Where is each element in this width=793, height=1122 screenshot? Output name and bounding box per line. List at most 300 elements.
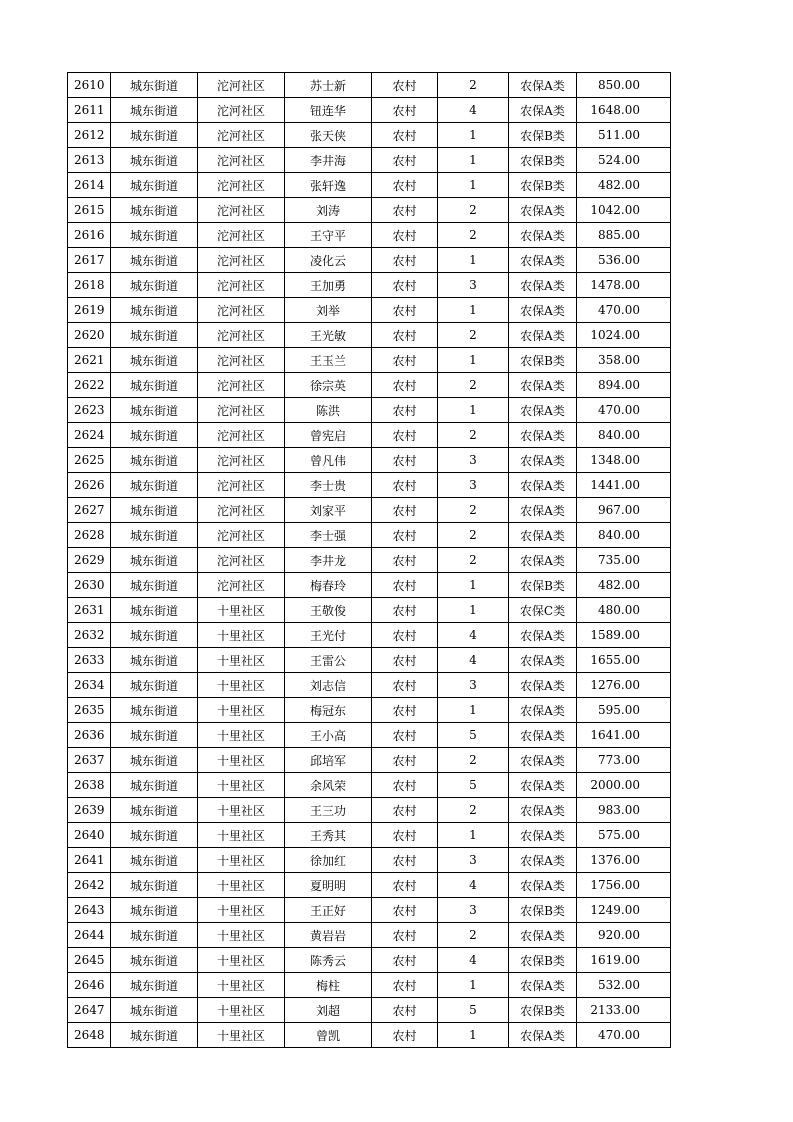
amount-cell: 1376.00 [577,848,671,873]
row-index: 2642 [68,873,111,898]
row-index: 2621 [68,348,111,373]
count-cell: 3 [438,448,509,473]
name-cell: 徐加红 [285,848,372,873]
count-cell: 2 [438,798,509,823]
table-row [68,623,671,648]
name-cell: 王加勇 [285,273,372,298]
street-cell: 城东街道 [111,923,198,948]
count-cell: 1 [438,598,509,623]
amount-cell: 532.00 [577,973,671,998]
street-cell: 城东街道 [111,473,198,498]
table-row [68,173,671,198]
area-type-cell: 农村 [372,898,438,923]
row-index: 2639 [68,798,111,823]
name-cell: 刘超 [285,998,372,1023]
row-index: 2625 [68,448,111,473]
area-type-cell: 农村 [372,773,438,798]
community-cell: 十里社区 [198,798,285,823]
count-cell: 1 [438,148,509,173]
count-cell: 1 [438,973,509,998]
community-cell: 沱河社区 [198,548,285,573]
name-cell: 刘家平 [285,498,372,523]
name-cell: 梅春玲 [285,573,372,598]
amount-cell: 894.00 [577,373,671,398]
community-cell: 沱河社区 [198,223,285,248]
table-row [68,473,671,498]
area-type-cell: 农村 [372,523,438,548]
amount-cell: 773.00 [577,748,671,773]
count-cell: 1 [438,823,509,848]
area-type-cell: 农村 [372,373,438,398]
name-cell: 陈洪 [285,398,372,423]
community-cell: 沱河社区 [198,198,285,223]
name-cell: 王光付 [285,623,372,648]
row-index: 2627 [68,498,111,523]
name-cell: 黄岩岩 [285,923,372,948]
table-row [68,523,671,548]
row-index: 2630 [68,573,111,598]
area-type-cell: 农村 [372,98,438,123]
category-cell: 农保A类 [509,498,577,523]
category-cell: 农保A类 [509,523,577,548]
category-cell: 农保A类 [509,973,577,998]
street-cell: 城东街道 [111,898,198,923]
count-cell: 2 [438,73,509,98]
category-cell: 农保A类 [509,773,577,798]
category-cell: 农保B类 [509,948,577,973]
community-cell: 十里社区 [198,1023,285,1048]
area-type-cell: 农村 [372,623,438,648]
count-cell: 4 [438,648,509,673]
name-cell: 凌化云 [285,248,372,273]
street-cell: 城东街道 [111,673,198,698]
table-row [68,673,671,698]
table-row [68,773,671,798]
row-index: 2615 [68,198,111,223]
area-type-cell: 农村 [372,848,438,873]
community-cell: 沱河社区 [198,373,285,398]
table-row [68,948,671,973]
category-cell: 农保A类 [509,548,577,573]
area-type-cell: 农村 [372,223,438,248]
community-cell: 十里社区 [198,923,285,948]
table-row [68,848,671,873]
amount-cell: 840.00 [577,423,671,448]
category-cell: 农保C类 [509,598,577,623]
community-cell: 十里社区 [198,973,285,998]
name-cell: 刘举 [285,298,372,323]
count-cell: 1 [438,573,509,598]
street-cell: 城东街道 [111,998,198,1023]
area-type-cell: 农村 [372,198,438,223]
category-cell: 农保A类 [509,298,577,323]
area-type-cell: 农村 [372,648,438,673]
count-cell: 2 [438,748,509,773]
count-cell: 1 [438,348,509,373]
community-cell: 沱河社区 [198,248,285,273]
count-cell: 3 [438,473,509,498]
area-type-cell: 农村 [372,873,438,898]
count-cell: 3 [438,273,509,298]
row-index: 2613 [68,148,111,173]
amount-cell: 1478.00 [577,273,671,298]
street-cell: 城东街道 [111,523,198,548]
count-cell: 2 [438,323,509,348]
street-cell: 城东街道 [111,348,198,373]
name-cell: 张轩逸 [285,173,372,198]
category-cell: 农保A类 [509,873,577,898]
amount-cell: 1589.00 [577,623,671,648]
amount-cell: 920.00 [577,923,671,948]
table-row [68,348,671,373]
community-cell: 沱河社区 [198,498,285,523]
category-cell: 农保A类 [509,923,577,948]
amount-cell: 470.00 [577,398,671,423]
name-cell: 王玉兰 [285,348,372,373]
row-index: 2640 [68,823,111,848]
name-cell: 刘涛 [285,198,372,223]
table-row [68,598,671,623]
table-row [68,323,671,348]
community-cell: 十里社区 [198,673,285,698]
row-index: 2638 [68,773,111,798]
area-type-cell: 农村 [372,348,438,373]
row-index: 2629 [68,548,111,573]
street-cell: 城东街道 [111,723,198,748]
area-type-cell: 农村 [372,748,438,773]
row-index: 2645 [68,948,111,973]
amount-cell: 967.00 [577,498,671,523]
street-cell: 城东街道 [111,773,198,798]
row-index: 2641 [68,848,111,873]
street-cell: 城东街道 [111,148,198,173]
area-type-cell: 农村 [372,998,438,1023]
area-type-cell: 农村 [372,948,438,973]
area-type-cell: 农村 [372,598,438,623]
street-cell: 城东街道 [111,598,198,623]
data-table [67,72,671,1048]
name-cell: 王小高 [285,723,372,748]
street-cell: 城东街道 [111,373,198,398]
table-row [68,698,671,723]
street-cell: 城东街道 [111,173,198,198]
count-cell: 1 [438,398,509,423]
community-cell: 沱河社区 [198,448,285,473]
category-cell: 农保A类 [509,673,577,698]
amount-cell: 1619.00 [577,948,671,973]
category-cell: 农保B类 [509,148,577,173]
count-cell: 5 [438,773,509,798]
category-cell: 农保A类 [509,323,577,348]
table-row [68,298,671,323]
amount-cell: 1756.00 [577,873,671,898]
area-type-cell: 农村 [372,573,438,598]
table-row [68,798,671,823]
count-cell: 3 [438,673,509,698]
category-cell: 农保B类 [509,898,577,923]
community-cell: 沱河社区 [198,73,285,98]
row-index: 2631 [68,598,111,623]
street-cell: 城东街道 [111,748,198,773]
count-cell: 5 [438,723,509,748]
community-cell: 沱河社区 [198,323,285,348]
street-cell: 城东街道 [111,198,198,223]
category-cell: 农保A类 [509,423,577,448]
count-cell: 4 [438,623,509,648]
area-type-cell: 农村 [372,548,438,573]
street-cell: 城东街道 [111,273,198,298]
table-row [68,923,671,948]
category-cell: 农保A类 [509,248,577,273]
category-cell: 农保A类 [509,373,577,398]
name-cell: 夏明明 [285,873,372,898]
amount-cell: 840.00 [577,523,671,548]
row-index: 2624 [68,423,111,448]
count-cell: 1 [438,698,509,723]
table-row [68,248,671,273]
table-row [68,73,671,98]
street-cell: 城东街道 [111,248,198,273]
category-cell: 农保A类 [509,273,577,298]
name-cell: 徐宗英 [285,373,372,398]
table-row [68,1023,671,1048]
count-cell: 1 [438,173,509,198]
street-cell: 城东街道 [111,73,198,98]
community-cell: 十里社区 [198,748,285,773]
street-cell: 城东街道 [111,398,198,423]
amount-cell: 482.00 [577,173,671,198]
area-type-cell: 农村 [372,123,438,148]
amount-cell: 1348.00 [577,448,671,473]
community-cell: 十里社区 [198,948,285,973]
name-cell: 王守平 [285,223,372,248]
row-index: 2612 [68,123,111,148]
community-cell: 沱河社区 [198,273,285,298]
street-cell: 城东街道 [111,648,198,673]
row-index: 2618 [68,273,111,298]
name-cell: 王正好 [285,898,372,923]
category-cell: 农保A类 [509,848,577,873]
community-cell: 十里社区 [198,623,285,648]
row-index: 2634 [68,673,111,698]
count-cell: 1 [438,298,509,323]
table-row [68,448,671,473]
community-cell: 沱河社区 [198,473,285,498]
amount-cell: 2133.00 [577,998,671,1023]
area-type-cell: 农村 [372,798,438,823]
table-row [68,498,671,523]
name-cell: 钮连华 [285,98,372,123]
category-cell: 农保A类 [509,648,577,673]
category-cell: 农保A类 [509,473,577,498]
category-cell: 农保A类 [509,223,577,248]
table-row [68,148,671,173]
category-cell: 农保A类 [509,698,577,723]
table-row [68,898,671,923]
community-cell: 沱河社区 [198,173,285,198]
area-type-cell: 农村 [372,398,438,423]
count-cell: 2 [438,923,509,948]
street-cell: 城东街道 [111,448,198,473]
row-index: 2620 [68,323,111,348]
category-cell: 农保A类 [509,73,577,98]
count-cell: 4 [438,948,509,973]
amount-cell: 1042.00 [577,198,671,223]
street-cell: 城东街道 [111,223,198,248]
name-cell: 曾凡伟 [285,448,372,473]
count-cell: 2 [438,198,509,223]
row-index: 2637 [68,748,111,773]
area-type-cell: 农村 [372,473,438,498]
count-cell: 3 [438,848,509,873]
count-cell: 1 [438,1023,509,1048]
table-row [68,748,671,773]
row-index: 2628 [68,523,111,548]
row-index: 2632 [68,623,111,648]
area-type-cell: 农村 [372,273,438,298]
table-row [68,98,671,123]
row-index: 2647 [68,998,111,1023]
name-cell: 李士贵 [285,473,372,498]
table-row [68,873,671,898]
category-cell: 农保A类 [509,823,577,848]
amount-cell: 511.00 [577,123,671,148]
community-cell: 沱河社区 [198,573,285,598]
street-cell: 城东街道 [111,948,198,973]
community-cell: 十里社区 [198,873,285,898]
row-index: 2622 [68,373,111,398]
row-index: 2646 [68,973,111,998]
street-cell: 城东街道 [111,423,198,448]
community-cell: 沱河社区 [198,523,285,548]
category-cell: 农保A类 [509,398,577,423]
street-cell: 城东街道 [111,323,198,348]
street-cell: 城东街道 [111,498,198,523]
amount-cell: 524.00 [577,148,671,173]
name-cell: 王秀其 [285,823,372,848]
street-cell: 城东街道 [111,98,198,123]
amount-cell: 735.00 [577,548,671,573]
amount-cell: 480.00 [577,598,671,623]
amount-cell: 482.00 [577,573,671,598]
category-cell: 农保A类 [509,723,577,748]
row-index: 2614 [68,173,111,198]
area-type-cell: 农村 [372,423,438,448]
row-index: 2626 [68,473,111,498]
area-type-cell: 农村 [372,673,438,698]
row-index: 2617 [68,248,111,273]
area-type-cell: 农村 [372,923,438,948]
community-cell: 沱河社区 [198,423,285,448]
community-cell: 十里社区 [198,898,285,923]
street-cell: 城东街道 [111,298,198,323]
area-type-cell: 农村 [372,823,438,848]
row-index: 2643 [68,898,111,923]
area-type-cell: 农村 [372,73,438,98]
amount-cell: 850.00 [577,73,671,98]
name-cell: 梅柱 [285,973,372,998]
category-cell: 农保B类 [509,173,577,198]
count-cell: 2 [438,223,509,248]
table-row [68,273,671,298]
count-cell: 2 [438,498,509,523]
name-cell: 曾宪启 [285,423,372,448]
amount-cell: 2000.00 [577,773,671,798]
row-index: 2635 [68,698,111,723]
street-cell: 城东街道 [111,873,198,898]
name-cell: 余风荣 [285,773,372,798]
row-index: 2610 [68,73,111,98]
amount-cell: 536.00 [577,248,671,273]
table-row [68,548,671,573]
street-cell: 城东街道 [111,548,198,573]
table-row [68,373,671,398]
table-row [68,648,671,673]
community-cell: 沱河社区 [198,298,285,323]
name-cell: 梅冠东 [285,698,372,723]
row-index: 2619 [68,298,111,323]
count-cell: 2 [438,523,509,548]
amount-cell: 1024.00 [577,323,671,348]
category-cell: 农保B类 [509,573,577,598]
category-cell: 农保A类 [509,198,577,223]
street-cell: 城东街道 [111,123,198,148]
category-cell: 农保A类 [509,448,577,473]
area-type-cell: 农村 [372,723,438,748]
area-type-cell: 农村 [372,148,438,173]
community-cell: 沱河社区 [198,123,285,148]
count-cell: 3 [438,898,509,923]
community-cell: 十里社区 [198,723,285,748]
table-row [68,973,671,998]
name-cell: 王光敏 [285,323,372,348]
table-row [68,398,671,423]
category-cell: 农保A类 [509,1023,577,1048]
amount-cell: 885.00 [577,223,671,248]
count-cell: 4 [438,873,509,898]
amount-cell: 358.00 [577,348,671,373]
count-cell: 2 [438,373,509,398]
amount-cell: 470.00 [577,1023,671,1048]
street-cell: 城东街道 [111,973,198,998]
row-index: 2623 [68,398,111,423]
amount-cell: 1276.00 [577,673,671,698]
community-cell: 十里社区 [198,648,285,673]
name-cell: 李士强 [285,523,372,548]
table-row [68,423,671,448]
count-cell: 2 [438,423,509,448]
table-row [68,823,671,848]
area-type-cell: 农村 [372,298,438,323]
row-index: 2633 [68,648,111,673]
community-cell: 十里社区 [198,998,285,1023]
amount-cell: 470.00 [577,298,671,323]
name-cell: 李井龙 [285,548,372,573]
category-cell: 农保B类 [509,998,577,1023]
amount-cell: 1655.00 [577,648,671,673]
amount-cell: 1441.00 [577,473,671,498]
table-row [68,998,671,1023]
category-cell: 农保A类 [509,98,577,123]
area-type-cell: 农村 [372,498,438,523]
amount-cell: 575.00 [577,823,671,848]
count-cell: 5 [438,998,509,1023]
category-cell: 农保A类 [509,748,577,773]
amount-cell: 1648.00 [577,98,671,123]
area-type-cell: 农村 [372,698,438,723]
area-type-cell: 农村 [372,973,438,998]
street-cell: 城东街道 [111,623,198,648]
